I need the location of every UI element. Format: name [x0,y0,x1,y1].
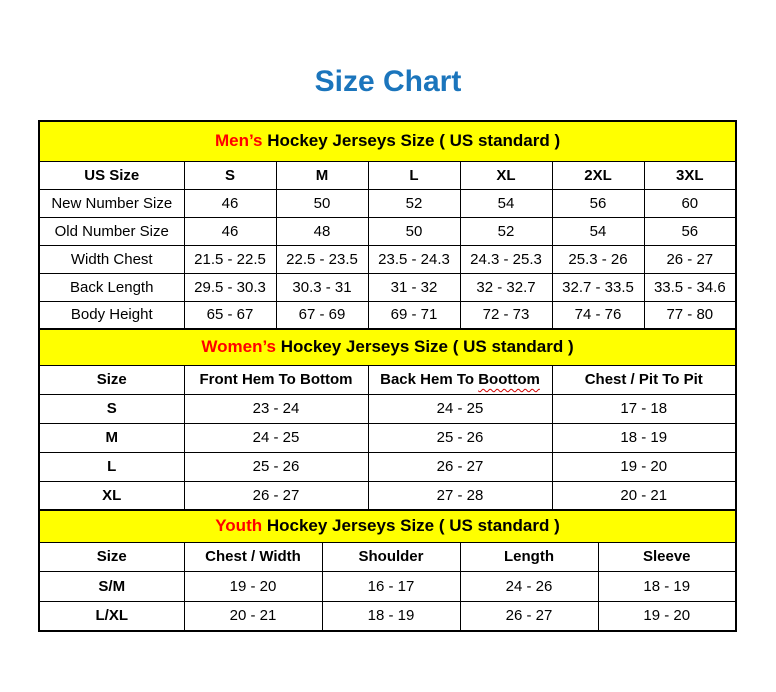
data-cell: 22.5 - 23.5 [276,245,368,273]
data-cell: 56 [552,189,644,217]
data-cell: 65 - 67 [184,301,276,329]
data-cell: 50 [276,189,368,217]
data-cell: 25 - 26 [184,452,368,481]
youth-col-header: Size [39,542,184,571]
mens-col-header: US Size [39,161,184,189]
data-cell: 33.5 - 34.6 [644,273,736,301]
youth-size-table [38,509,737,632]
womens-col-header: Chest / Pit To Pit [552,365,736,394]
size-chart-tables [38,120,735,632]
data-cell: 24.3 - 25.3 [460,245,552,273]
womens-band-title: Hockey Jerseys Size ( US standard ) [276,337,574,357]
data-cell: 26 - 27 [184,481,368,510]
row-label-cell: L/XL [39,601,184,631]
table-row [39,217,736,245]
mens-col-header: 3XL [644,161,736,189]
data-cell: 32 - 32.7 [460,273,552,301]
womens-col-header: Size [39,365,184,394]
youth-col-header: Sleeve [598,542,736,571]
table-row [39,189,736,217]
data-cell: 69 - 71 [368,301,460,329]
data-cell: 19 - 20 [598,601,736,631]
data-cell: 50 [368,217,460,245]
data-cell: 23 - 24 [184,394,368,423]
data-cell: 72 - 73 [460,301,552,329]
data-cell: 16 - 17 [322,571,460,601]
mens-band-title: Hockey Jerseys Size ( US standard ) [262,131,561,151]
table-row [39,273,736,301]
mens-band-keyword: Men’s [214,131,263,151]
row-label-cell: Body Height [39,301,184,329]
youth-section-band [39,510,736,542]
table-row [39,301,736,329]
data-cell: 32.7 - 33.5 [552,273,644,301]
mens-col-header: S [184,161,276,189]
data-cell: 31 - 32 [368,273,460,301]
data-cell: 25.3 - 26 [552,245,644,273]
back-hem-label: Back Hem To [380,371,479,388]
data-cell: 52 [368,189,460,217]
data-cell: 54 [460,189,552,217]
data-cell: 19 - 20 [552,452,736,481]
data-cell: 20 - 21 [184,601,322,631]
data-cell: 54 [552,217,644,245]
data-cell: 21.5 - 22.5 [184,245,276,273]
youth-col-header: Shoulder [322,542,460,571]
back-hem-misspelled-word: Boottom [478,371,540,388]
data-cell: 24 - 26 [460,571,598,601]
mens-col-header: L [368,161,460,189]
data-cell: 24 - 25 [184,423,368,452]
data-cell: 46 [184,189,276,217]
womens-size-table [38,328,737,511]
data-cell: 27 - 28 [368,481,552,510]
data-cell: 24 - 25 [368,394,552,423]
row-label-cell: XL [39,481,184,510]
youth-col-header: Chest / Width [184,542,322,571]
data-cell: 52 [460,217,552,245]
row-label-cell: M [39,423,184,452]
data-cell: 20 - 21 [552,481,736,510]
youth-band-keyword: Youth [215,516,263,536]
data-cell: 26 - 27 [368,452,552,481]
data-cell: 30.3 - 31 [276,273,368,301]
data-cell: 29.5 - 30.3 [184,273,276,301]
mens-col-header: M [276,161,368,189]
table-row [39,571,736,601]
row-label-cell: Old Number Size [39,217,184,245]
data-cell: 60 [644,189,736,217]
table-row [39,394,736,423]
table-row [39,452,736,481]
data-cell: 77 - 80 [644,301,736,329]
data-cell: 23.5 - 24.3 [368,245,460,273]
youth-col-header: Length [460,542,598,571]
womens-band-keyword: Women’s [201,337,276,357]
data-cell: 56 [644,217,736,245]
mens-size-table [38,120,737,330]
table-row [39,245,736,273]
row-label-cell: Width Chest [39,245,184,273]
mens-col-header: XL [460,161,552,189]
table-row [39,481,736,510]
mens-col-header: 2XL [552,161,644,189]
table-row [39,423,736,452]
data-cell: 74 - 76 [552,301,644,329]
row-label-cell: Back Length [39,273,184,301]
row-label-cell: New Number Size [39,189,184,217]
womens-section-band [39,329,736,365]
row-label-cell: S/M [39,571,184,601]
page-title: Size Chart [314,65,462,98]
data-cell: 25 - 26 [368,423,552,452]
data-cell: 67 - 69 [276,301,368,329]
data-cell: 17 - 18 [552,394,736,423]
data-cell: 18 - 19 [598,571,736,601]
row-label-cell: S [39,394,184,423]
mens-section-band [39,121,736,161]
data-cell: 48 [276,217,368,245]
womens-col-header [368,365,552,394]
data-cell: 26 - 27 [644,245,736,273]
data-cell: 18 - 19 [552,423,736,452]
row-label-cell: L [39,452,184,481]
data-cell: 26 - 27 [460,601,598,631]
data-cell: 19 - 20 [184,571,322,601]
womens-col-header: Front Hem To Bottom [184,365,368,394]
youth-band-title: Hockey Jerseys Size ( US standard ) [262,516,560,536]
table-row [39,601,736,631]
data-cell: 46 [184,217,276,245]
data-cell: 18 - 19 [322,601,460,631]
